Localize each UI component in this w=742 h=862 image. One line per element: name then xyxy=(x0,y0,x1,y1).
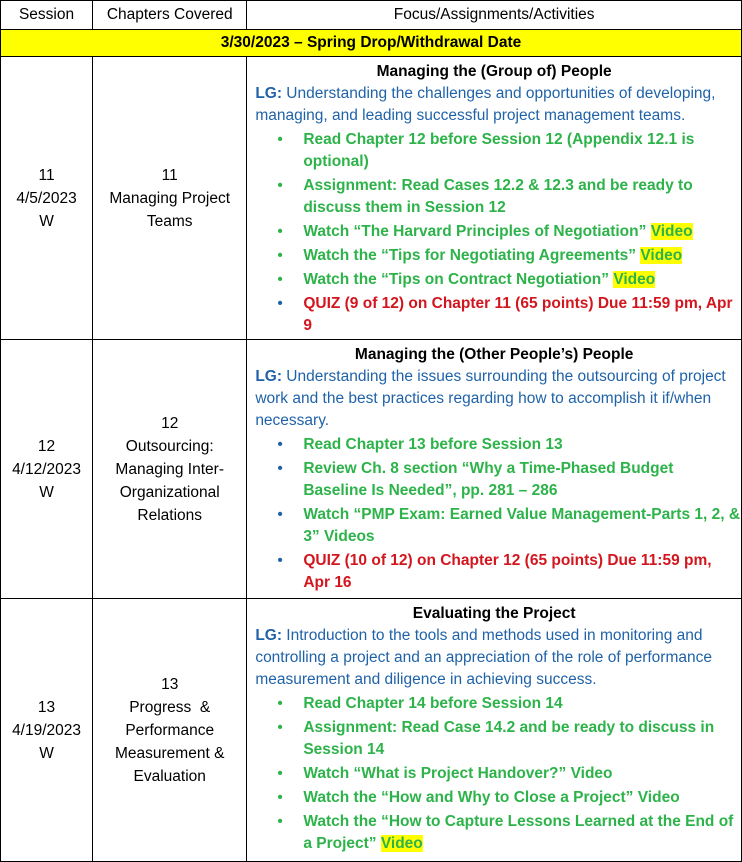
activity-item: • Review Ch. 8 section “Why a Time-Phased Budget Baseline Is Needed”, pp. 281 – 286 xyxy=(277,460,674,499)
chapter-title-line: Progress & xyxy=(129,698,211,716)
activity-item: • Watch the “Tips for Negotiating Agreements” Video xyxy=(255,245,741,267)
activity-item: • Read Chapter 14 before Session 14 xyxy=(255,693,741,715)
activity-item: • Watch the “Tips on Contract Negotiation” Video xyxy=(255,269,741,291)
bullet-icon: • xyxy=(277,247,283,264)
session-row xyxy=(1,599,742,862)
header-chapters: Chapters Covered xyxy=(93,1,247,30)
bullet-icon: • xyxy=(277,271,283,288)
bullet-icon: • xyxy=(277,295,283,312)
activity-item: • Assignment: Read Case 14.2 and be ready to discuss in Session 14 xyxy=(277,719,715,758)
bullet-icon: • xyxy=(277,789,283,806)
bullet-icon: • xyxy=(277,223,283,240)
chapter-title-line: Relations xyxy=(137,506,203,524)
video-link[interactable]: Video xyxy=(613,271,656,288)
chapter-title-line: Outsourcing: xyxy=(125,437,214,455)
activity-list xyxy=(255,693,741,855)
session-row xyxy=(1,57,742,340)
session-cell xyxy=(1,599,93,862)
bullet-icon: • xyxy=(277,436,283,453)
session-day: W xyxy=(39,483,54,501)
session-day: W xyxy=(39,744,54,762)
header-row xyxy=(1,1,742,30)
chapter-title-line: Managing Project xyxy=(109,189,231,207)
chapter-cell xyxy=(93,57,247,340)
lg-text: Understanding the issues surrounding the outsourcing of project work and the best practices regarding how to accomplish it if/when necessary. xyxy=(255,368,726,429)
learning-goal xyxy=(255,83,741,127)
session-date: 4/19/2023 xyxy=(12,721,82,739)
activity-list xyxy=(255,434,741,594)
session-date: 4/12/2023 xyxy=(12,460,82,478)
session-cell xyxy=(1,340,93,599)
drop-date-banner: 3/30/2023 – Spring Drop/Withdrawal Date xyxy=(1,30,742,57)
focus-cell xyxy=(247,599,742,862)
activity-item: • Watch the “How to Capture Lessons Learned at the End of a Project” Video xyxy=(277,813,734,852)
chapter-title-line: Evaluation xyxy=(133,767,206,785)
lg-text: Introduction to the tools and methods used in monitoring and controlling a project and an appreciation of the role of performance measurement and diligence in achieving success. xyxy=(255,627,712,688)
activity-item: • Watch the “How and Why to Close a Project” Video xyxy=(255,787,741,809)
learning-goal xyxy=(255,625,741,691)
activity-item: • Assignment: Read Cases 12.2 & 12.3 and be ready to discuss them in Session 12 xyxy=(277,177,693,216)
session-number: 11 xyxy=(38,166,55,184)
activity-item: • Watch “PMP Exam: Earned Value Management-Parts 1, 2, & 3” Videos xyxy=(277,506,741,545)
session-number: 12 xyxy=(37,437,56,455)
focus-title: Evaluating the Project xyxy=(412,605,576,622)
bullet-icon: • xyxy=(277,131,283,148)
focus-cell xyxy=(247,340,742,599)
video-link[interactable]: Video xyxy=(640,247,683,264)
header-session: Session xyxy=(1,1,93,30)
drop-date-row xyxy=(1,30,742,57)
chapter-number: 11 xyxy=(161,166,178,184)
focus-title: Managing the (Other People’s) People xyxy=(354,346,634,363)
chapter-title-line: Managing Inter- xyxy=(115,460,224,478)
activity-item: • Watch “What is Project Handover?” Video xyxy=(255,763,741,785)
header-focus: Focus/Assignments/Activities xyxy=(247,1,742,30)
video-link[interactable]: Video xyxy=(650,223,693,240)
lg-label: LG: xyxy=(255,627,282,644)
bullet-icon: • xyxy=(277,719,283,736)
bullet-icon: • xyxy=(277,460,283,477)
chapter-number: 13 xyxy=(161,675,179,693)
quiz-item: • QUIZ (9 of 12) on Chapter 11 (65 points) Due 11:59 pm, Apr 9 xyxy=(277,295,733,334)
session-day: W xyxy=(39,212,54,230)
bullet-icon: • xyxy=(277,552,283,569)
chapter-title-line: Performance xyxy=(125,721,215,739)
bullet-icon: • xyxy=(277,506,283,523)
session-date: 4/5/2023 xyxy=(16,189,77,207)
session-cell xyxy=(1,57,93,340)
bullet-icon: • xyxy=(277,695,283,712)
chapter-title-line: Organizational xyxy=(119,483,220,501)
lg-text: Understanding the challenges and opportunities of developing, managing, and leading successful project management teams. xyxy=(255,85,716,124)
chapter-cell xyxy=(93,340,247,599)
video-link[interactable]: Video xyxy=(380,835,423,852)
chapter-number: 12 xyxy=(161,414,179,432)
chapter-cell xyxy=(93,599,247,862)
chapter-title-line: Measurement & xyxy=(115,744,225,762)
quiz-item: • QUIZ (10 of 12) on Chapter 12 (65 points) Due 11:59 pm, Apr 16 xyxy=(277,552,712,591)
bullet-icon: • xyxy=(277,765,283,782)
chapter-title-line: Teams xyxy=(146,212,193,230)
session-row xyxy=(1,340,742,599)
bullet-icon: • xyxy=(277,177,283,194)
activity-item: • Watch “The Harvard Principles of Negotiation” Video xyxy=(255,221,741,243)
bullet-icon: • xyxy=(277,813,283,830)
lg-label: LG: xyxy=(255,368,282,385)
activity-item: • Read Chapter 12 before Session 12 (Appendix 12.1 is optional) xyxy=(277,131,695,170)
session-number: 13 xyxy=(37,698,56,716)
learning-goal xyxy=(255,366,741,432)
activity-item: • Read Chapter 13 before Session 13 xyxy=(255,434,741,456)
lg-label: LG: xyxy=(255,85,282,102)
focus-cell xyxy=(247,57,742,340)
focus-title: Managing the (Group of) People xyxy=(376,63,612,80)
activity-list xyxy=(255,129,741,337)
